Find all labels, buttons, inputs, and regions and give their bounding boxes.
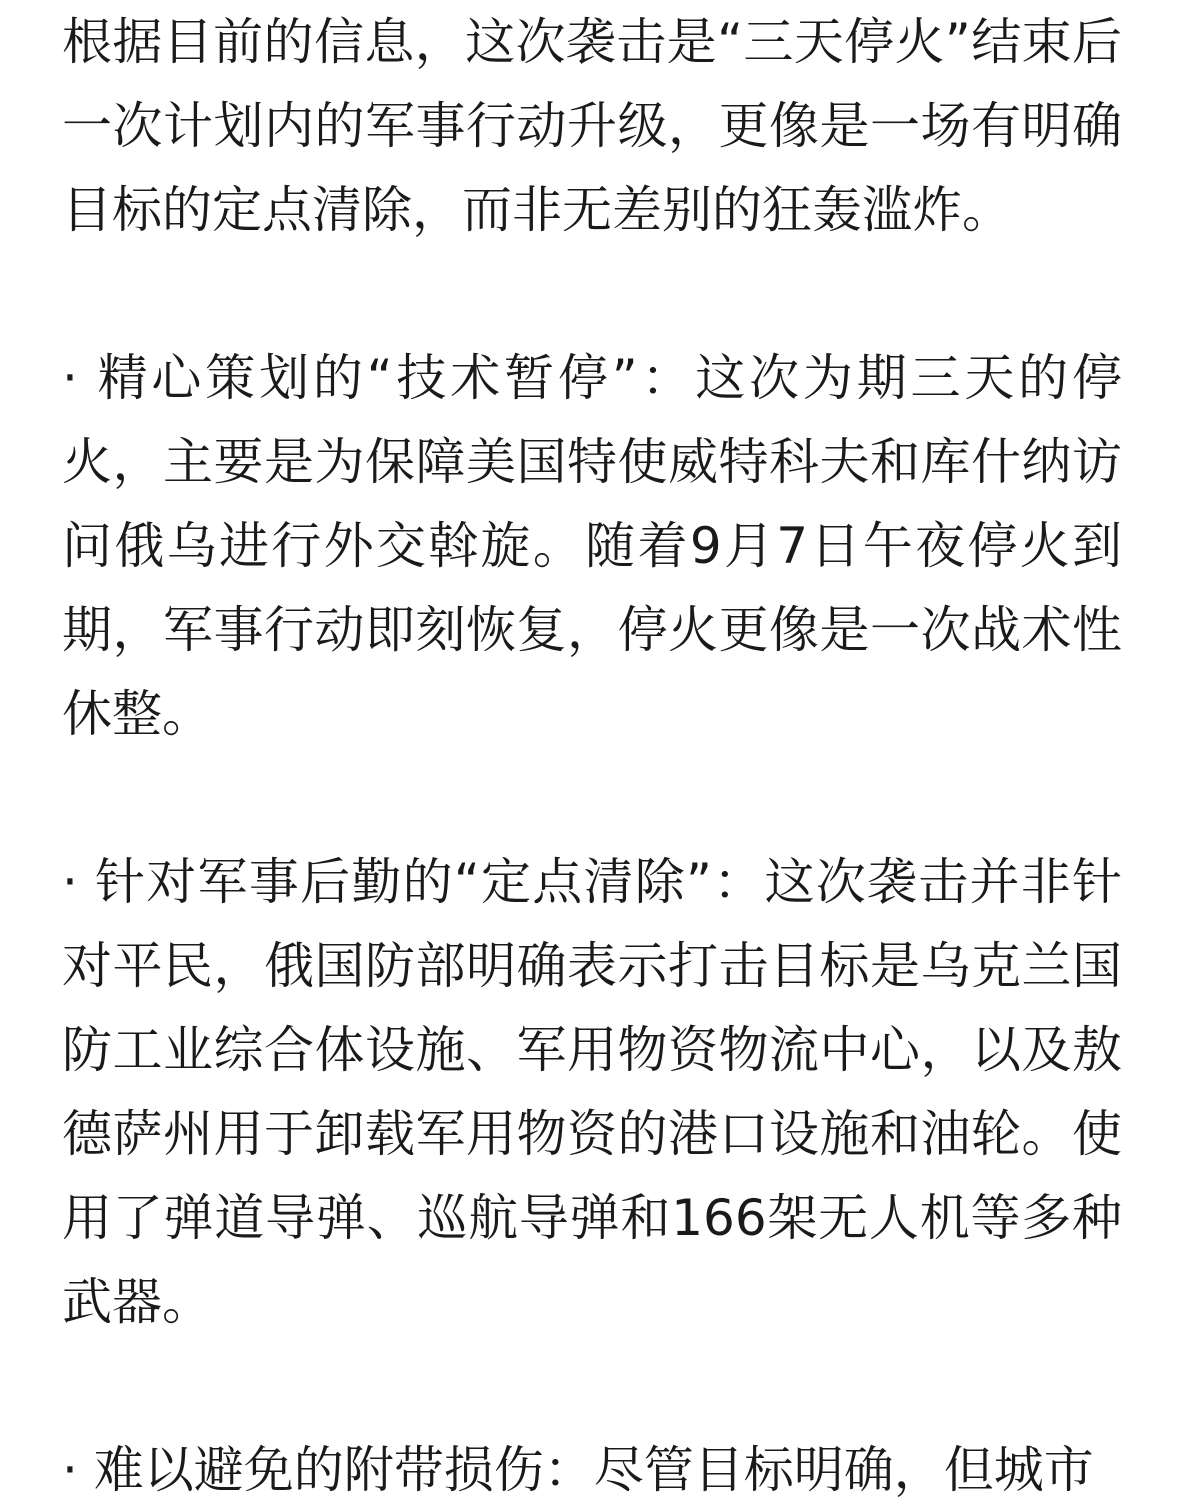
- paragraph-targeted-strike: · 针对军事后勤的“定点清除”：这次袭击并非针对平民，俄国防部明确表示打击目标是乌克兰国防工业综合体设施、军用物资物流中心，以及敖德萨州用于卸载军用物资的港口设施和油轮。使用了弹道导弹、巡航导弹和166架无人机等多种武器。: [62, 853, 1122, 1331]
- article-body: [62, 0, 1122, 1512]
- paragraph-technical-pause: · 精心策划的“技术暂停”：这次为期三天的停火，主要是为保障美国特使威特科夫和库什纳访问俄乌进行外交斡旋。随着9月7日午夜停火到期，军事行动即刻恢复，停火更像是一次战术性休整。: [62, 349, 1122, 743]
- paragraph-collateral-damage: · 难以避免的附带损伤：尽管目标明确，但城市: [62, 1441, 1094, 1499]
- paragraph-intro: 根据目前的信息，这次袭击是“三天停火”结束后一次计划内的军事行动升级，更像是一场有明确目标的定点清除，而非无差别的狂轰滥炸。: [62, 13, 1122, 239]
